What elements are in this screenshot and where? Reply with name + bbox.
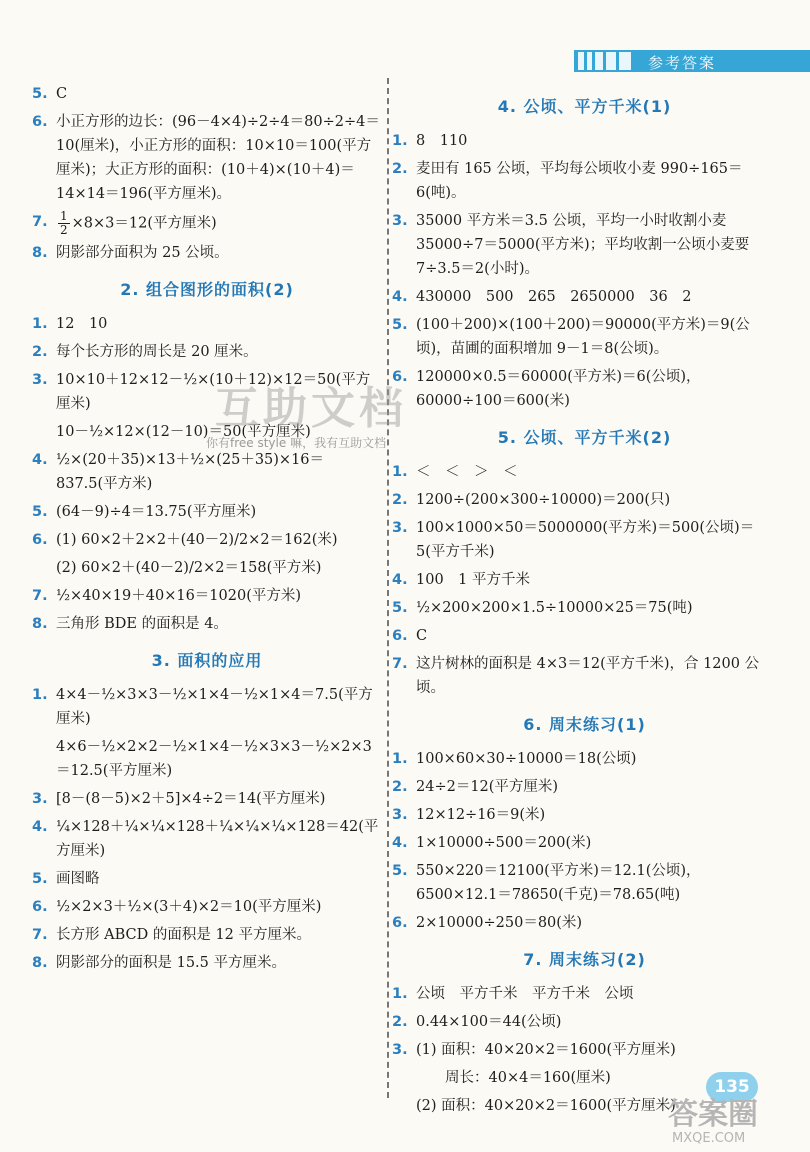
answer-item — [32, 584, 382, 608]
answer-item — [392, 516, 777, 564]
item-text: 120000×0.5＝60000(平方米)＝6(公顷)，60000÷100＝600(米) — [416, 369, 701, 409]
item-number: 4. — [392, 835, 408, 851]
section-title-7: 7. 周末练习(2) — [523, 950, 646, 969]
item-number: 6. — [32, 899, 48, 915]
item-text: (2) 60×2＋(40－2)/2×2＝158(平方米) — [56, 560, 322, 576]
item-text: (1) 60×2＋2×2＋(40－2)/2×2＝162(米) — [56, 532, 338, 548]
item-number: 5. — [32, 871, 48, 887]
item-number: 1. — [32, 316, 48, 332]
item-text: 550×220＝12100(平方米)＝12.1(公顷)，6500×12.1＝78650(千克)＝78.65(吨) — [416, 863, 701, 903]
item-text: 12 10 — [56, 316, 108, 332]
item-text: 430000 500 265 2650000 36 2 — [416, 289, 692, 305]
answer-item — [392, 365, 777, 413]
answer-item — [392, 982, 777, 1006]
item-number: 1. — [392, 751, 408, 767]
item-number: 6. — [392, 628, 408, 644]
answer-item — [392, 596, 777, 620]
item-text: ¼×128＋¼×¼×128＋¼×¼×¼×128＝42(平方厘米) — [56, 819, 379, 859]
item-text: 24÷2＝12(平方厘米) — [416, 779, 559, 795]
section-title-6: 6. 周末练习(1) — [523, 715, 646, 734]
item-text: ½×(20＋35)×13＋½×(25＋35)×16＝837.5(平方米) — [56, 452, 325, 492]
item-text: ½×40×19＋40×16＝1020(平方米) — [56, 588, 302, 604]
svg-text:答案圈: 答案圈 — [668, 1097, 758, 1132]
header-stripes — [578, 52, 634, 70]
item-number: 8. — [32, 616, 48, 632]
item-number — [392, 1094, 416, 1118]
item-number: 2. — [392, 492, 408, 508]
answer-item — [32, 735, 382, 783]
item-number: 8. — [32, 245, 48, 261]
answer-item — [32, 951, 382, 975]
answer-item — [32, 110, 382, 206]
item-text: ＜ ＜ ＞ ＜ — [416, 464, 518, 480]
item-number: 3. — [392, 807, 408, 823]
item-number: 6. — [392, 369, 408, 385]
item-number: 4. — [392, 289, 408, 305]
answer-item — [392, 488, 777, 512]
answer-item — [32, 895, 382, 919]
item-number: 7. — [392, 656, 408, 672]
answer-item — [392, 129, 777, 153]
item-text: 10×10＋12×12－½×(10＋12)×12＝50(平方厘米) — [56, 372, 371, 412]
item-number — [32, 420, 56, 444]
watermark-text: 互助文档 — [215, 383, 407, 434]
item-text: 阴影部分的面积是 15.5 平方厘米。 — [56, 955, 287, 971]
item-number: 7. — [32, 927, 48, 943]
item-text: 麦田有 165 公顷，平均每公顷收小麦 990÷165＝6(吨)。 — [416, 161, 743, 201]
item-text: (64－9)÷4＝13.75(平方厘米) — [56, 504, 257, 520]
item-number: 1. — [392, 464, 408, 480]
item-number: 7. — [32, 214, 48, 230]
answer-item — [32, 867, 382, 891]
answer-item — [392, 747, 777, 771]
answer-item — [32, 82, 382, 106]
item-text: 4×4－½×3×3－½×1×4－½×1×4＝7.5(平方厘米) — [56, 687, 373, 727]
answer-item — [392, 775, 777, 799]
answer-item — [32, 612, 382, 636]
item-text: C — [56, 86, 68, 102]
item-text: 1200÷(200×300÷10000)＝200(只) — [416, 492, 671, 508]
answer-item — [392, 652, 777, 700]
item-text: 每个长方形的周长是 20 厘米。 — [56, 344, 258, 360]
item-text: C — [416, 628, 428, 644]
section-title-4: 4. 公顷、平方千米(1) — [497, 97, 672, 116]
answer-item — [392, 624, 777, 648]
item-number: 3. — [392, 1042, 408, 1058]
item-number: 5. — [392, 600, 408, 616]
header-label: 参考答案 — [648, 54, 717, 72]
item-text: 画图略 — [56, 871, 100, 887]
answer-item — [32, 500, 382, 524]
fraction — [58, 210, 70, 237]
site-logo — [662, 1084, 802, 1144]
item-text: 100×1000×50＝5000000(平方米)＝500(公顷)＝5(平方千米) — [416, 520, 755, 560]
item-number — [32, 556, 56, 580]
item-number: 1. — [392, 986, 408, 1002]
item-text: 4×6－½×2×2－½×1×4－½×3×3－½×2×3＝12.5(平方厘米) — [56, 739, 372, 779]
answer-item — [392, 1038, 777, 1062]
item-number: 2. — [392, 779, 408, 795]
section-title-2: 2. 组合图形的面积(2) — [120, 280, 294, 299]
answer-item — [392, 831, 777, 855]
svg-text:MXQE.COM: MXQE.COM — [672, 1131, 746, 1144]
fraction-numerator: 1 — [60, 209, 68, 223]
item-text: ½×2×3＋½×(3＋4)×2＝10(平方厘米) — [56, 899, 322, 915]
item-text: 35000 平方米＝3.5 公顷，平均一小时收割小麦 35000÷7＝5000(平方米)；平均收割一公顷小麦要 7÷3.5＝2(小时)。 — [416, 213, 750, 277]
item-number: 5. — [392, 317, 408, 333]
item-text: 100 1 平方千米 — [416, 572, 531, 588]
answer-item — [392, 460, 777, 484]
item-number: 1. — [392, 133, 408, 149]
section-title-3: 3. 面积的应用 — [151, 651, 263, 670]
item-number: 2. — [392, 1014, 408, 1030]
item-number: 5. — [32, 86, 48, 102]
item-text-rest: ×8×3＝12(平方厘米) — [71, 215, 217, 232]
answer-item — [32, 210, 382, 237]
item-number: 4. — [32, 452, 48, 468]
watermark-subtext: 你有free style 嘛，我有互助文档 — [206, 436, 387, 450]
answer-item — [392, 157, 777, 205]
item-text: 小正方形的边长：(96－4×4)÷2÷4＝80÷2÷4＝10(厘米)，小正方形的面积：10×10＝100(平方厘米)；大正方形的面积：(10＋4)×(10＋4)＝14×14＝196(平方厘米)。 — [56, 114, 380, 202]
item-number: 2. — [32, 344, 48, 360]
item-text: (1) 面积：40×20×2＝1600(平方厘米) — [416, 1042, 676, 1058]
answer-item — [32, 815, 382, 863]
item-number: 3. — [392, 213, 408, 229]
answer-item — [392, 285, 777, 309]
item-text: 公顷 平方千米 平方千米 公顷 — [416, 986, 634, 1002]
answer-item — [32, 923, 382, 947]
item-number: 4. — [32, 819, 48, 835]
section-title-5: 5. 公顷、平方千米(2) — [497, 428, 672, 447]
item-number: 4. — [392, 572, 408, 588]
answer-item — [392, 803, 777, 827]
answer-item — [32, 528, 382, 552]
answer-item — [392, 568, 777, 592]
item-text: ½×200×200×1.5÷10000×25＝75(吨) — [416, 600, 693, 616]
item-text: 这片树林的面积是 4×3＝12(平方千米)，合 1200 公顷。 — [416, 656, 760, 696]
item-text: 100×60×30÷10000＝18(公顷) — [416, 751, 637, 767]
item-text — [56, 210, 382, 237]
item-number: 5. — [32, 504, 48, 520]
item-text: 10－½×12×(12－10)＝50(平方厘米) — [56, 424, 311, 440]
answer-item — [32, 241, 382, 265]
item-number: 7. — [32, 588, 48, 604]
item-number: 3. — [32, 372, 48, 388]
answer-item — [392, 859, 777, 907]
item-number: 5. — [392, 863, 408, 879]
item-text: 三角形 BDE 的面积是 4。 — [56, 616, 228, 632]
item-text: 阴影部分面积为 25 公顷。 — [56, 245, 229, 261]
item-number: 1. — [32, 687, 48, 703]
column-divider — [387, 78, 389, 1098]
item-number: 2. — [392, 161, 408, 177]
item-number: 6. — [32, 532, 48, 548]
item-text: (100＋200)×(100＋200)＝90000(平方米)＝9(公顷)，苗圃的面积增加 9－1＝8(公顷)。 — [416, 317, 750, 357]
item-number: 3. — [32, 791, 48, 807]
answer-item — [392, 1010, 777, 1034]
right-column — [392, 82, 777, 1122]
item-text: 长方形 ABCD 的面积是 12 平方厘米。 — [56, 927, 312, 943]
answer-item — [392, 313, 777, 361]
item-number — [392, 1066, 416, 1090]
item-number: 6. — [392, 915, 408, 931]
answer-item — [32, 340, 382, 364]
answer-item — [32, 448, 382, 496]
answer-item — [32, 787, 382, 811]
answer-item — [392, 209, 777, 281]
answer-item — [32, 683, 382, 731]
item-text: [8－(8－5)×2＋5]×4÷2＝14(平方厘米) — [56, 791, 326, 807]
item-text: 12×12÷16＝9(米) — [416, 807, 546, 823]
answer-item — [392, 911, 777, 935]
item-text: 8 110 — [416, 133, 468, 149]
answer-item — [32, 556, 382, 580]
item-text: (2) 面积：40×20×2＝1600(平方厘米) — [416, 1098, 676, 1114]
item-number — [32, 735, 56, 783]
page-number: 135 — [706, 1072, 758, 1102]
item-number: 3. — [392, 520, 408, 536]
fraction-denominator: 2 — [60, 223, 68, 237]
item-text: 周长：40×4＝160(厘米) — [416, 1070, 611, 1086]
answer-item — [32, 312, 382, 336]
item-text: 2×10000÷250＝80(米) — [416, 915, 583, 931]
left-column — [32, 82, 382, 979]
item-number: 8. — [32, 955, 48, 971]
item-text: 1×10000÷500＝200(米) — [416, 835, 592, 851]
item-text: 0.44×100＝44(公顷) — [416, 1014, 562, 1030]
item-number: 6. — [32, 114, 48, 130]
